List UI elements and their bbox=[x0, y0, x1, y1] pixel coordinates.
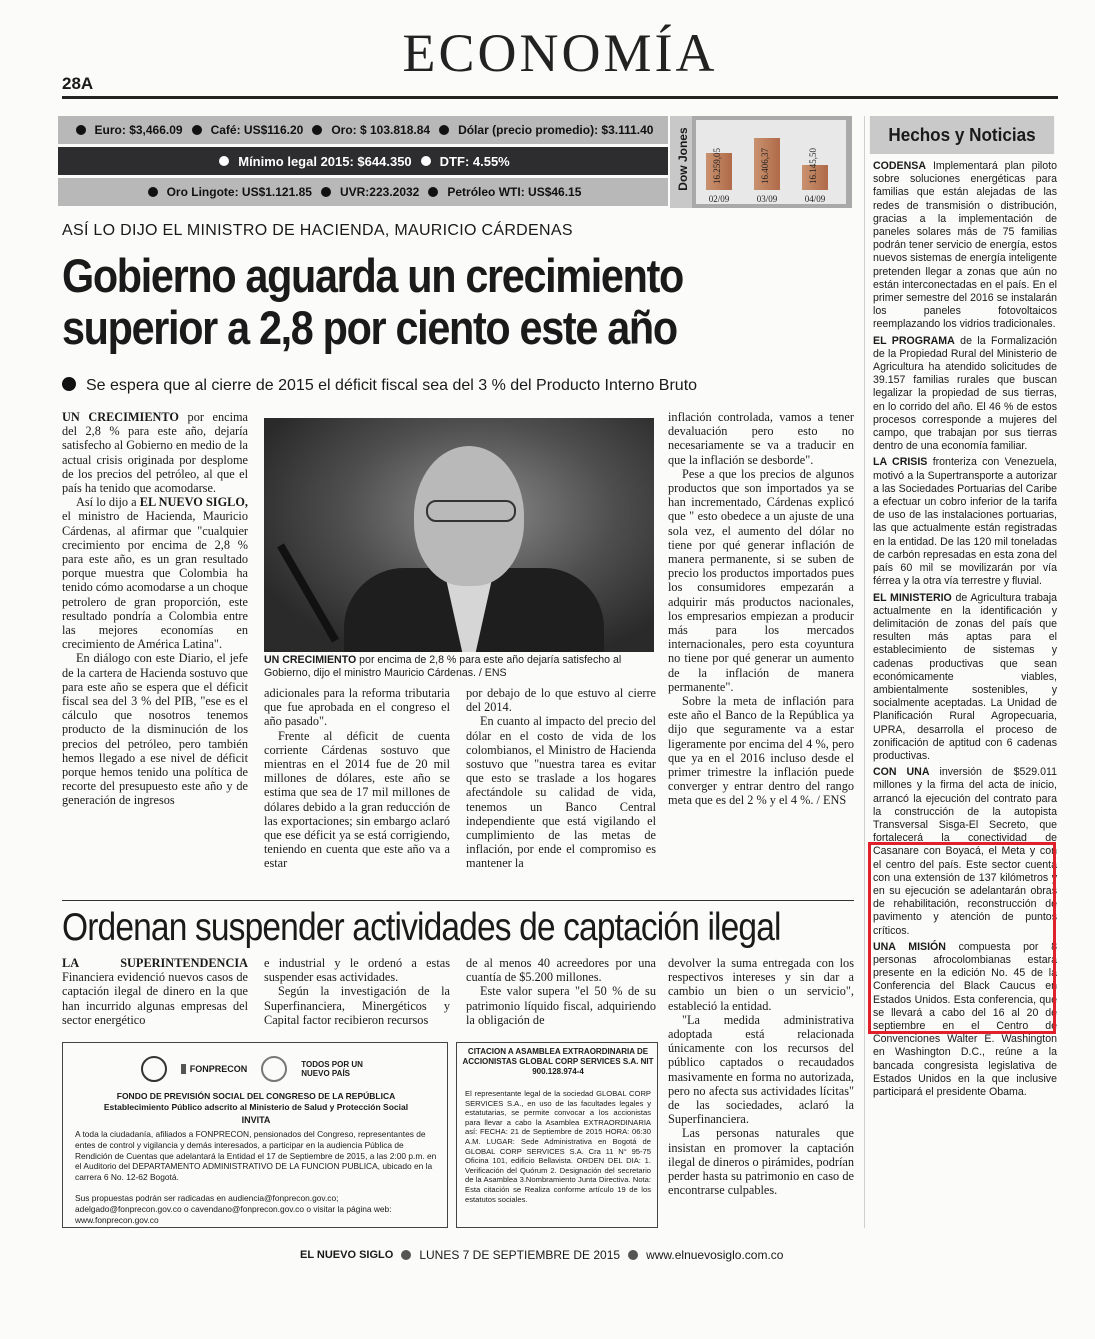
article-headline bbox=[62, 250, 757, 354]
sidebar-item-highlighted: CON UNA inversión de $529.011 millones y la firma del acta de inicio, arrancó la ejecución del contrato para la construcción de la autopista Transversal Sisga-El Secreto, que fortalecerá la conectividad de Casanare con Boyacá, el Meta y con el centro del país. Este sector cuenta con una extensión de 137 kilómetros y en su ejecución se adelantarán obras de rehabilitación, reconstrucción de pavimento y atención de puntos críticos. bbox=[873, 766, 1057, 937]
newspaper-name: EL NUEVO SIGLO, bbox=[139, 495, 248, 510]
sidebar-item: CODENSA Implementará plan piloto sobre soluciones energéticas para familias que están alejadas de las redes de transmisión o distribución, gracias a la implementación de paneles solares más de 75 familias podrán tener servicio de energía, estos nuevos sistemas de energía inteligente pretenden llegar a zonas que aún no están interconectadas en el país. En el primer semestre del 2016 se instalarán los paneles fotovoltaicos reemplazando los vidrios tradicionales. bbox=[873, 160, 1057, 331]
paragraph: LA SUPERINTENDENCIA Financiera evidenció nuevos casos de captación ilegal de dinero en la que han incurrido algunas empresas del sector energético bbox=[62, 956, 248, 1027]
bullet-icon bbox=[76, 125, 86, 135]
dow-bar bbox=[754, 138, 780, 190]
ticker-cafe: Café: US$116.20 bbox=[210, 123, 304, 137]
coat-of-arms-icon bbox=[141, 1056, 167, 1082]
dow-jones-chart bbox=[670, 116, 852, 208]
ticker-dtf: DTF: 4.55% bbox=[439, 153, 510, 169]
ticker-oro-lingote: Oro Lingote: US$1.121.85 bbox=[166, 185, 312, 199]
paragraph: devolver la suma entregada con los respectivos intereses y sin dar a cambio un bien o un servicio", estableció la entidad. bbox=[668, 956, 854, 1013]
paragraph: En diálogo con este Diario, el jefe de la cartera de Hacienda sostuvo que para este año se espera que el déficit fiscal sea del 3 % del PIB, "ese es el cálculo que nosotros tenemos producto de la disminución de los precios del petróleo, pero también hemos llegado a ese nivel de déficit porque hemos tenido una política de recorte del presupuesto este año y de generación de ingresos bbox=[62, 651, 248, 808]
bullet-icon bbox=[192, 125, 202, 135]
footer-date: LUNES 7 DE SEPTIEMBRE DE 2015 bbox=[419, 1248, 621, 1262]
section-divider bbox=[62, 900, 854, 901]
ad-contact: Sus propuestas podrán ser radicadas en audiencia@fonprecon.gov.co; adelgado@fonprecon.gov.co o cavendano@fonprecon.gov.co o visitar la página web: www.fonprecon.gov.co bbox=[75, 1193, 392, 1225]
bullet-icon bbox=[312, 125, 322, 135]
page-footer bbox=[300, 1248, 783, 1262]
ticker-row-1 bbox=[58, 116, 668, 144]
notice-title: CITACION A ASAMBLEA EXTRAORDINARIA DE ACCIONISTAS GLOBAL CORP SERVICES S.A. NIT 900.128.974-4 bbox=[462, 1047, 654, 1076]
sidebar-hechos-y-noticias bbox=[864, 116, 1058, 1228]
ticker-row-3 bbox=[58, 178, 668, 206]
dow-bar-category: 02/09 bbox=[708, 194, 730, 204]
article-column-1 bbox=[62, 410, 248, 808]
nuevo-pais-logo: TODOS POR UN NUEVO PAÍS bbox=[301, 1060, 363, 1078]
sidebar-item: LA CRISIS fronteriza con Venezuela, motivó a la Supertransporte a autorizar a las Sociedades Portuarias del Caribe a efectuar un cobro inferior de la tarifa de uso de las instalaciones portuarias, las que actualmente están registradas en la entidad. De las 120 mil toneladas de carbón represadas en esta zona del país 60 mil se movilizarán por vía férrea y la otra vía terrestre y fluvial. bbox=[873, 456, 1057, 588]
dow-jones-plot bbox=[696, 120, 846, 204]
article2-headline: Ordenan suspender actividades de captación ilegal bbox=[62, 906, 781, 949]
bullet-icon bbox=[62, 377, 76, 391]
paragraph: UN CRECIMIENTO por encima del 2,8 % para este año, dejaría satisfecho al Gobierno en medio de la actual crisis originada por desplome de los precios del petróleo, al que el país ha tenido que acomodarse. bbox=[62, 410, 249, 496]
dow-bar-value: 16.145,50 bbox=[808, 148, 818, 184]
bullet-icon bbox=[148, 187, 158, 197]
paragraph: Frente al déficit de cuenta corriente Cárdenas sostuvo que mientras en el 2014 fue de 20 mil millones de dólares, este año se estima que sea de 17 mil millones de dólares debido a la gran reducción de las exportaciones; sin embargo aclaró que ese déficit ya se está corrigiendo, teniendo en cuenta que este año va a estar bbox=[264, 728, 450, 871]
article2-column-2 bbox=[264, 956, 450, 1027]
dow-bar-category: 04/09 bbox=[804, 194, 826, 204]
bullet-icon bbox=[428, 187, 438, 197]
photo-caption: UN CRECIMIENTO por encima de 2,8 % para este año dejaría satisfecho al Gobierno, dijo el ministro Mauricio Cárdenas. / ENS bbox=[264, 654, 622, 679]
dow-bar-category: 03/09 bbox=[756, 194, 778, 204]
ticker-minimo: Mínimo legal 2015: $644.350 bbox=[238, 153, 412, 169]
sidebar-item: EL MINISTERIO de Agricultura trabaja actualmente en la identificación y delimitación de zonas del país que resulten más aptas para el establecimiento de sistemas y cadenas productivas que sean económicamente viables, ambientalmente sostenibles, y socialmente aceptadas. La Unidad de Planificación Rural Agropecuaria, UPRA, desarrolla el proceso de zonificación de aptitud con 6 cadenas productivas. bbox=[873, 591, 1058, 762]
ticker-uvr: UVR:223.2032 bbox=[339, 185, 420, 199]
paragraph: Sobre la meta de inflación para este año el Banco de la República ya dijo que seguramente va a estar ligeramente por encima del 4 %, pero que ya en el 2016 incluso desde el primer trimestre la inflación puede converger y entrar dentro del rango meta que es del 2 % y el 4 %. / ENS bbox=[668, 694, 854, 808]
paragraph: inflación controlada, vamos a tener devaluación pero esto no necesariamente se va a traducir en que la inflación se desborde". bbox=[668, 410, 854, 467]
paragraph: En cuanto al impacto del precio del dólar en el costo de vida de los colombianos, el Ministro de Hacienda sostuvo que "nuestra tarea es evitar que esto se traslade a los hogares afectándole su calidad de vida, tenemos un Banco Central independiente que está vigilando el cumplimiento de las metas de inflación, por ende el compromiso es mantener la bbox=[466, 714, 656, 871]
ad-body: A toda la ciudadanía, afiliados a FONPRECON, pensionados del Congreso, representantes de entes de control y vigilancia y demás interesados, a participar en la audiencia Pública de Rendición de Cuentas que adelantará la Entidad el 17 de Septiembre de 2015, a las 2:00 p.m. en el Auditorio del DEPARTAMENTO ADMINISTRATIVO DE LA FUNCION PUBLICA, ubicado en la carrera 6 No. 12-62 Bogotá. bbox=[75, 1129, 437, 1183]
subhead-text: Se espera que al cierre de 2015 el déficit fiscal sea del 3 % del Producto Interno Bruto bbox=[86, 377, 698, 394]
paragraph: Según la investigación de la Superfinanciera, Minergéticos y Capital factor recibieron recursos bbox=[264, 984, 450, 1027]
header-rule bbox=[62, 96, 1058, 99]
ad-title: FONDO DE PREVISIÓN SOCIAL DEL CONGRESO DE LA REPÚBLICA Establecimiento Público adscrito al Ministerio de Salud y Protección Social bbox=[103, 1091, 409, 1112]
lead-in: LA SUPERINTENDENCIA bbox=[62, 956, 248, 970]
ticker-petroleo: Petróleo WTI: US$46.15 bbox=[447, 185, 582, 199]
logo-circle-icon bbox=[261, 1056, 287, 1082]
article-column-4 bbox=[668, 410, 854, 808]
paragraph: adicionales para la reforma tributaria que fue aprobada en el congreso el año pasado". bbox=[264, 686, 450, 729]
bullet-icon bbox=[421, 156, 431, 166]
paragraph: Las personas naturales que insistan en promover la captación ilegal de dineros o pirámides, podrían perder hasta su patrimonio en caso de encontrarse culpables. bbox=[668, 1126, 854, 1198]
global-corp-notice bbox=[456, 1042, 658, 1228]
article2-column-1 bbox=[62, 956, 248, 1027]
article-kicker: ASÍ LO DIJO EL MINISTRO DE HACIENDA, MAURICIO CÁRDENAS bbox=[62, 222, 573, 239]
fonprecon-logo: FONPRECON bbox=[181, 1064, 248, 1074]
ticker-dolar: Dólar (precio promedio): $3.111.40 bbox=[458, 123, 654, 137]
article2-column-4 bbox=[668, 956, 854, 1197]
paragraph: Pese a que los precios de algunos productos que son importados ya se han incrementado, Cárdenas explicó que " esto obedece a un ajuste de una sola vez, el aumento del dólar no tiene por qué generar inflación de manera permanente, si se suben de precio los productos importados pues los consumidores empezarán a adquirir más productos nacionales, los empresarios empiezan a producir más para los mercados internacionales, pero esta coyuntura no tiene por qué generar un aumento de la inflación de manera permanente". bbox=[668, 466, 854, 694]
sidebar-item: EL PROGRAMA de la Formalización de la Propiedad Rural del Ministerio de Agricultura ha atendido solicitudes de 39.157 familias rurales que buscan legalizar la propiedad de sus tierras, en lo corrido del año. El 46 % de estos procesos corresponde a mujeres del campo, que trabajan por sus tierras dentro de una economía familiar. bbox=[873, 334, 1057, 453]
sidebar-title: Hechos y Noticias bbox=[870, 116, 1054, 154]
bullet-icon bbox=[321, 187, 331, 197]
paragraph: e industrial y le ordenó a estas suspender esas actividades. bbox=[264, 956, 450, 985]
article-subhead bbox=[62, 377, 697, 395]
headline-line-1: Gobierno aguarda un crecimiento bbox=[62, 249, 683, 302]
ticker-oro: Oro: $ 103.818.84 bbox=[331, 123, 431, 137]
footer-url: www.elnuevosiglo.com.co bbox=[646, 1248, 784, 1262]
ticker-row-2 bbox=[58, 147, 668, 175]
paragraph: por debajo de lo que estuvo al cierre del 2014. bbox=[466, 686, 656, 715]
sidebar-item: UNA MISIÓN compuesta por 8 personas afrocolombianas estará presente en la edición No. 45 de la Conferencia del Black Caucus en Estados Unidos. Esta conferencia, que se llevará a cabo del 16 al 20 de septiembre en el Centro de Convenciones Walter E. Washington en Washington D.C., reúne a la bancada congresista legislativa de Estados Unidos en la que inclusive participará el presidente Obama. bbox=[873, 940, 1058, 1099]
paragraph: "La medida administrativa adoptada está relacionada únicamente con los recursos del público captados o recaudados masivamente en forma no autorizada, pero no afecta sus actividades lícitas" de las sociedades, aclaró la Superfinanciera. bbox=[668, 1012, 854, 1127]
bullet-icon bbox=[219, 156, 229, 166]
bullet-icon bbox=[628, 1250, 638, 1260]
market-ticker bbox=[58, 116, 668, 208]
article-column-2 bbox=[264, 686, 450, 871]
bullet-icon bbox=[401, 1250, 411, 1260]
paragraph: Este valor supera "el 50 % de su patrimonio líquido fiscal, adquiriendo la obligación de bbox=[466, 984, 656, 1027]
bullet-icon bbox=[439, 125, 449, 135]
paragraph: de al menos 40 acreedores por una cuantía de $5.200 millones. bbox=[466, 956, 656, 985]
notice-body: El representante legal de la sociedad GLOBAL CORP SERVICES S.A., en uso de las facultades legales y estatutarias, se permite convocar a los accionistas para llevar a cabo la Asamblea EXTRAORDINARIA así: FECHA: 21 de Septiembre de 2015 HORA: 06:30 A.M. LUGAR: Sede Administrativa en Bogotá de GLOBAL CORP SERVICES S.A. Cra 11 N° 95-75 Oficina 101, edificio Bellavista. ORDEN DEL DIA: 1. Verificación del Quórum 2. Designación del secretario de la Asamblea 3.Nombramiento Junta Directiva. Nota: Esta citación se Realiza conforme artículo 19 de los estatutos sociales. bbox=[465, 1089, 651, 1204]
fonprecon-ad bbox=[62, 1042, 448, 1228]
dow-bar bbox=[802, 148, 828, 190]
ad-logos bbox=[63, 1051, 449, 1087]
minister-photo bbox=[264, 418, 654, 652]
ticker-euro: Euro: $3,466.09 bbox=[94, 123, 183, 137]
footer-brand: EL NUEVO SIGLO bbox=[300, 1249, 394, 1261]
dow-jones-label: Dow Jones bbox=[676, 127, 690, 191]
article2-column-3 bbox=[466, 956, 656, 1027]
section-title: ECONOMÍA bbox=[402, 23, 718, 83]
lead-in: UN CRECIMIENTO bbox=[62, 410, 179, 424]
paragraph: Así lo dijo a EL NUEVO SIGLO, el ministro de Hacienda, Mauricio Cárdenas, al afirmar que "cualquier crecimiento por encima de 2,8 % para este año, es un gran resultado porque muestra que Colombia ha tenido cómo acomodarse a un choque petrolero de gran proporción, este resultado pondría a Colombia entre las mejores economías en crecimiento de América Latina". bbox=[62, 495, 248, 652]
article-column-3 bbox=[466, 686, 656, 871]
highlight-box bbox=[868, 842, 1056, 1034]
page-number: 28A bbox=[62, 74, 94, 93]
headline-line-2: superior a 2,8 por ciento este año bbox=[62, 301, 677, 354]
ad-invite: INVITA bbox=[241, 1115, 271, 1125]
dow-bar-value: 16.406,37 bbox=[760, 148, 770, 184]
dow-bar-value: 16.259,05 bbox=[712, 148, 722, 184]
dow-bar bbox=[706, 148, 732, 190]
